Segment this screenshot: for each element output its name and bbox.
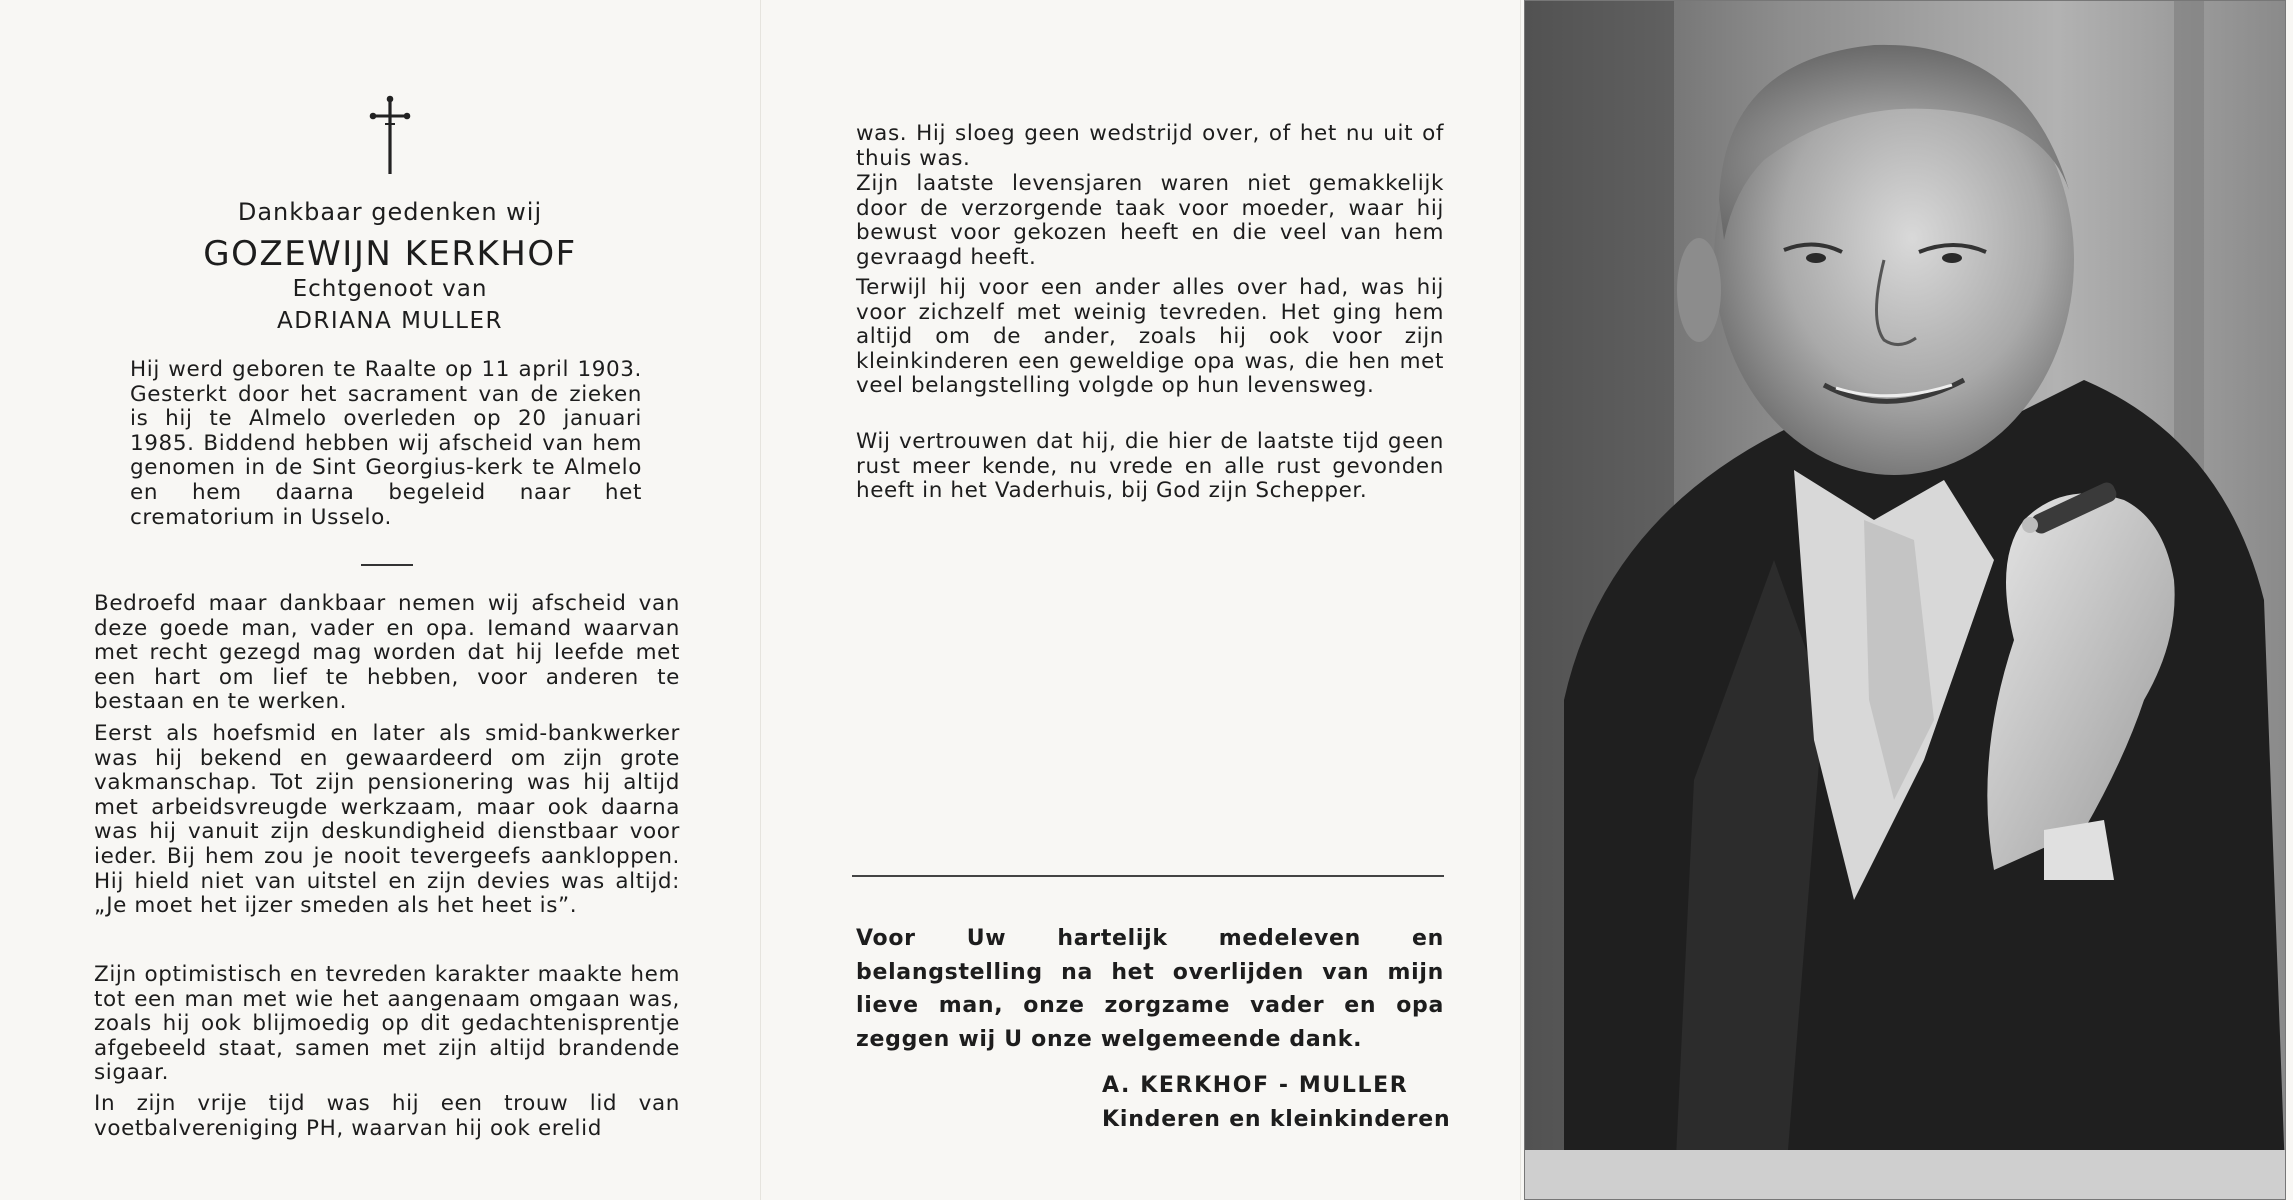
signature-name: A. KERKHOF - MULLER xyxy=(1102,1073,1409,1098)
middle-paragraph: was. Hij sloeg geen wedstrijd over, of het nu uit of thuis was. xyxy=(856,121,1444,171)
spouse-label: Echtgenoot van xyxy=(292,276,488,302)
fold-line-left xyxy=(760,0,761,1200)
left-paragraph: Bedroefd maar dankbaar nemen wij afscheid van deze goede man, vader en opa. Iemand waarvan met recht gezegd mag worden dat hij leefde met een hart om lief te hebben, voor anderen te bestaan en te werken. xyxy=(94,591,680,715)
short-divider xyxy=(361,564,413,566)
fold-line-right xyxy=(1520,0,1521,1200)
deceased-name: GOZEWIJN KERKHOF xyxy=(203,234,577,274)
intro-line: Dankbaar gedenken wij xyxy=(237,198,543,226)
portrait-photo xyxy=(1524,0,2286,1200)
left-paragraph: In zijn vrije tijd was hij een trouw lid van voetbalvereniging PH, waarvan hij ook erelid xyxy=(94,1091,680,1141)
middle-paragraph: Wij vertrouwen dat hij, die hier de laatste tijd geen rust meer kende, nu vrede en alle rust gevonden heeft in het Vaderhuis, bij God zijn Schepper. xyxy=(856,429,1444,504)
cross-icon xyxy=(368,94,412,176)
thanks-paragraph: Voor Uw hartelijk medeleven en belangstelling na het overlijden van mijn lieve man, onze zorgzame vader en opa zeggen wij U onze welgemeende dank. xyxy=(856,926,1444,1052)
left-paragraph: Zijn optimistisch en tevreden karakter maakte hem tot een man met wie het aangenaam omgaan was, zoals hij ook blijmoedig op dit gedachtenisprentje afgebeeld staat, samen met zijn altijd brandende sigaar. xyxy=(94,962,680,1086)
middle-paragraph: Zijn laatste levensjaren waren niet gemakkelijk door de verzorgende taak voor moeder, waar hij bewust voor gekozen heeft en die veel van hem gevraagd heeft. xyxy=(856,171,1444,270)
signature-family: Kinderen en kleinkinderen xyxy=(1102,1107,1451,1132)
left-paragraph: Eerst als hoefsmid en later als smid-bankwerker was hij bekend en gewaardeerd om zijn grote vakmanschap. Tot zijn pensionering was hij altijd met arbeidsvreugde werkzaam, maar ook daarna was hij vanuit zijn deskundigheid dienstbaar voor ieder. Bij hem zou je nooit tevergeefs aankloppen. Hij hield niet van uitstel en zijn devies was altijd: „Je moet het ijzer smeden als het heet is”. xyxy=(94,721,680,919)
spouse-name: ADRIANA MULLER xyxy=(276,308,503,334)
middle-paragraph: Terwijl hij voor een ander alles over had, was hij voor zichzelf met weinig tevreden. Het ging hem altijd om de ander, zoals hij ook voor zijn kleinkinderen een geweldige opa was, die hen met veel belangstelling volgde op hun levensweg. xyxy=(856,275,1444,399)
birth-paragraph: Hij werd geboren te Raalte op 11 april 1903. Gesterkt door het sacrament van de zieken is hij te Almelo overleden op 20 januari 1985. Biddend hebben wij afscheid van hem genomen in de Sint Georgius-kerk te Almelo en hem daarna begeleid naar het crematorium in Usselo. xyxy=(130,357,642,530)
long-divider xyxy=(852,875,1444,877)
